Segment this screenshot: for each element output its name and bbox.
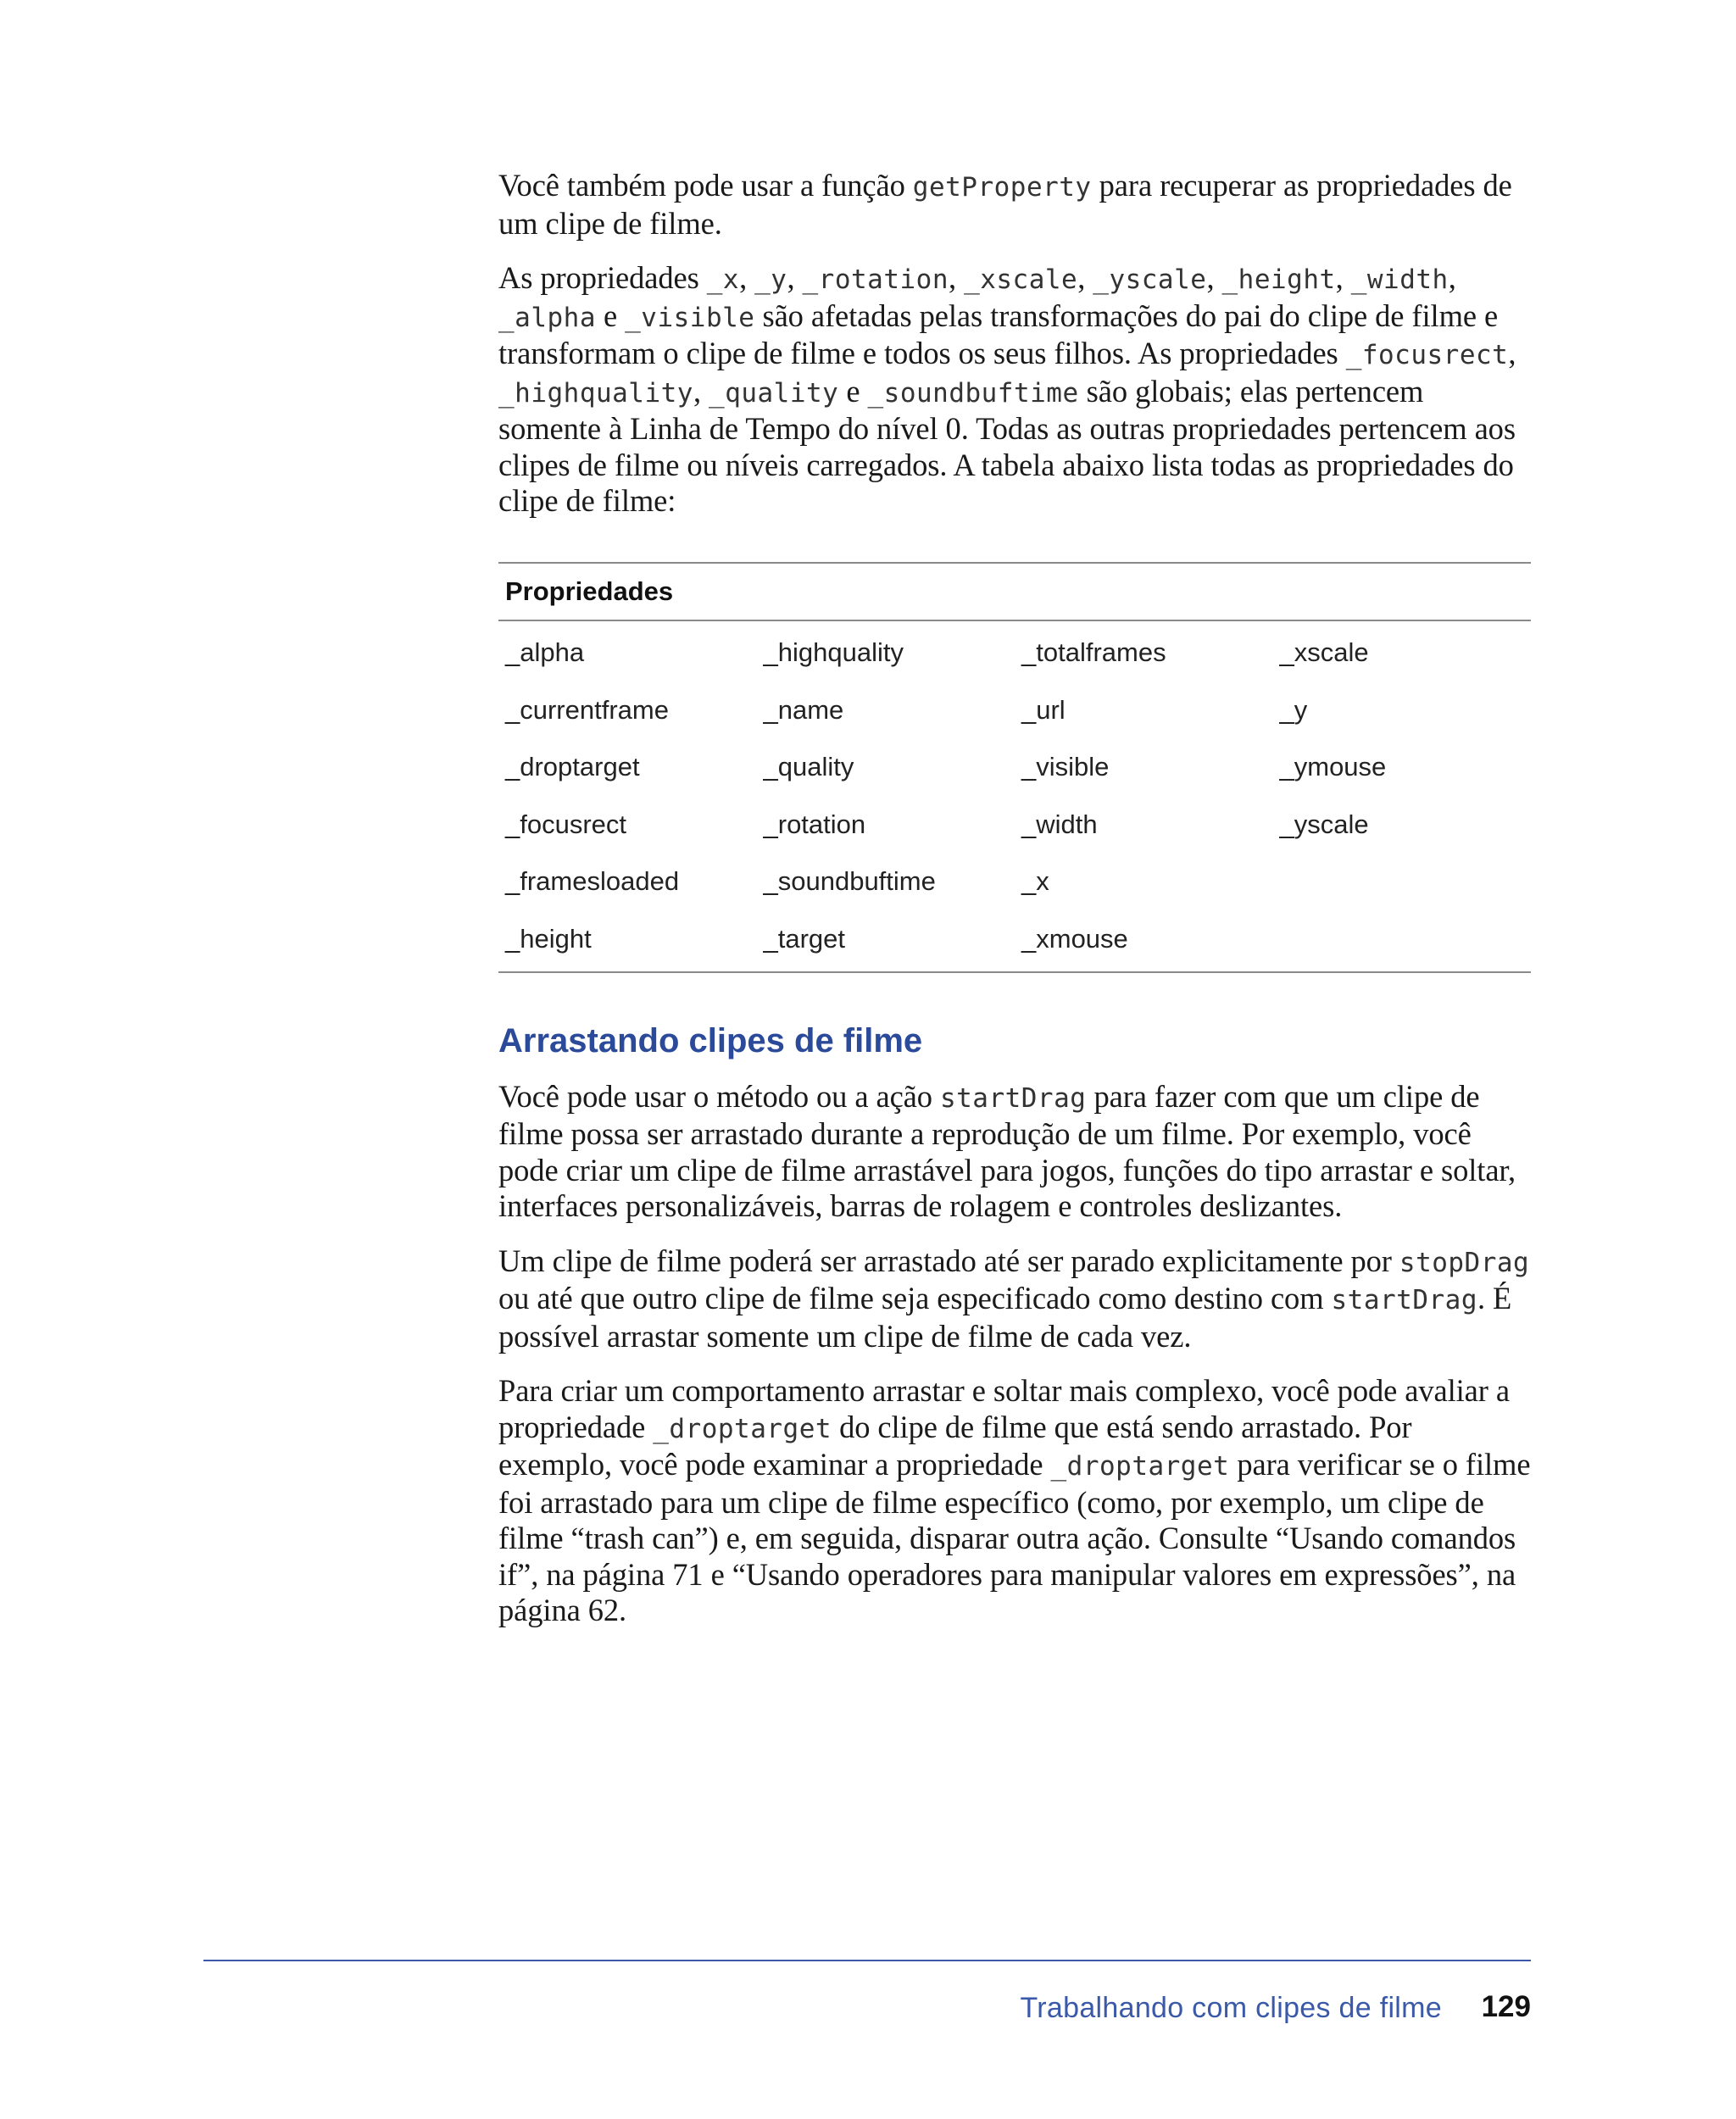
table-row: [498, 681, 1531, 739]
table-row: [498, 910, 1531, 968]
table-cell: _rotation: [763, 809, 866, 839]
code-getproperty: getProperty: [912, 172, 1092, 203]
text-run: Um clipe de filme poderá ser arrastado até ser parado explicitamente por: [498, 1243, 1399, 1278]
paragraph-startdrag: [498, 1079, 1531, 1225]
code-startdrag: startDrag: [1331, 1285, 1477, 1315]
table-cell: _target: [763, 923, 846, 954]
code-yscale: _yscale: [1093, 264, 1207, 295]
paragraph-getproperty: [498, 168, 1531, 242]
paragraph-droptarget: [498, 1373, 1531, 1629]
table-row: [498, 625, 1531, 682]
table-cell: _height: [505, 923, 592, 954]
text-run: As propriedades: [498, 260, 707, 295]
page-content: [498, 168, 1531, 1648]
text-run: Para criar um comportamento arrastar e soltar mais complexo, você pode avaliar a propriedade: [498, 1373, 1510, 1444]
code-width: _width: [1350, 264, 1449, 295]
table-cell: _xmouse: [1021, 923, 1128, 954]
table-cell: _visible: [1021, 752, 1110, 782]
code-visible: _visible: [625, 302, 755, 333]
table-header: Propriedades: [498, 564, 1531, 621]
code-xscale: _xscale: [964, 264, 1078, 295]
table-cell: _x: [1021, 866, 1049, 897]
table-row: [498, 854, 1531, 911]
table-cell: _droptarget: [505, 752, 640, 782]
table-cell: _totalframes: [1021, 637, 1166, 668]
footer-chapter-title: Trabalhando com clipes de filme: [1020, 1992, 1442, 2024]
text-run: para fazer com que um clipe de filme possa ser arrastado durante a reprodução de um filme. Por exemplo, você pode criar um clipe de filme arrastável para jogos, funções do tipo arrastar e soltar, interfaces personalizáveis, barras de rolagem e controles deslizantes.: [498, 1078, 1516, 1223]
text-run: ,: [693, 373, 709, 409]
paragraph-stopdrag: [498, 1243, 1531, 1355]
table-row: [498, 739, 1531, 797]
code-stopdrag: stopDrag: [1399, 1247, 1530, 1278]
text-run: ,: [1335, 260, 1351, 295]
table-cell: _url: [1021, 694, 1066, 725]
text-run: ,: [1508, 336, 1516, 370]
text-run: ,: [787, 260, 803, 295]
table-cell: _alpha: [505, 637, 585, 668]
code-focusrect: _focusrect: [1345, 340, 1509, 370]
code-soundbuftime: _soundbuftime: [867, 377, 1079, 409]
table-cell: _xscale: [1279, 637, 1369, 668]
section-heading: Arrastando clipes de filme: [498, 1021, 923, 1060]
table-cell: _currentframe: [505, 694, 669, 725]
text-run: para recuperar as propriedades de um clipe de filme.: [498, 168, 1512, 241]
text-run: e: [595, 298, 626, 333]
table-row: [498, 796, 1531, 854]
text-run: . É possível arrastar somente um clipe de filme de cada vez.: [498, 1281, 1512, 1354]
table-cell: _highquality: [763, 637, 904, 668]
code-droptarget: _droptarget: [653, 1413, 832, 1444]
text-run: ,: [1448, 260, 1456, 295]
properties-table: [498, 562, 1531, 973]
text-run: Você também pode usar a função: [498, 168, 913, 203]
text-run: do clipe de filme que está sendo arrastado. Por exemplo, você pode examinar a propriedade: [498, 1409, 1412, 1482]
code-quality: _quality: [709, 377, 839, 409]
text-run: e: [838, 373, 868, 409]
code-x: _x: [706, 264, 740, 295]
table-cell: _y: [1279, 694, 1308, 725]
table-cell: _soundbuftime: [763, 866, 936, 897]
text-run: para verificar se o filme foi arrastado para um clipe de filme específico (como, por exemplo, um clipe de filme “trash can”) e, em seguida, disparar outra ação. Consulte “Usando comandos if”, na página 71 e “Usando operadores para manipular valores em expressões”, na página 62.: [498, 1447, 1531, 1627]
footer-rule: [203, 1960, 1531, 1961]
text-run: ou até que outro clipe de filme seja especificado como destino com: [498, 1281, 1332, 1315]
text-run: são afetadas pelas transformações do pai do clipe de filme e transformam o clipe de filme e todos os seus filhos. As propriedades: [498, 298, 1499, 370]
text-run: Você pode usar o método ou a ação: [498, 1078, 940, 1114]
text-run: ,: [949, 260, 965, 295]
table-cell: _ymouse: [1279, 752, 1387, 782]
table-body: [498, 621, 1531, 971]
code-startdrag: startDrag: [939, 1082, 1087, 1114]
code-highquality: _highquality: [498, 377, 693, 409]
text-run: ,: [1077, 260, 1093, 295]
table-cell: _framesloaded: [505, 866, 680, 897]
page-number: 129: [1481, 1990, 1531, 2023]
table-cell: _width: [1021, 809, 1098, 839]
code-droptarget: _droptarget: [1050, 1451, 1230, 1482]
table-cell: _quality: [763, 752, 854, 782]
table-cell: _yscale: [1279, 809, 1369, 839]
text-run: são globais; elas pertencem somente à Linha de Tempo do nível 0. Todas as outras propriedades pertencem aos clipes de filme ou níveis carregados. A tabela abaixo lista todas as propriedades do clipe de filme:: [498, 373, 1516, 518]
paragraph-properties: [498, 260, 1531, 520]
table-cell: _name: [763, 694, 844, 725]
code-rotation: _rotation: [802, 264, 949, 295]
code-height: _height: [1221, 264, 1336, 295]
code-alpha: _alpha: [498, 302, 596, 333]
code-y: _y: [754, 264, 787, 295]
text-run: ,: [739, 260, 755, 295]
text-run: ,: [1206, 260, 1222, 295]
table-cell: _focusrect: [505, 809, 627, 839]
